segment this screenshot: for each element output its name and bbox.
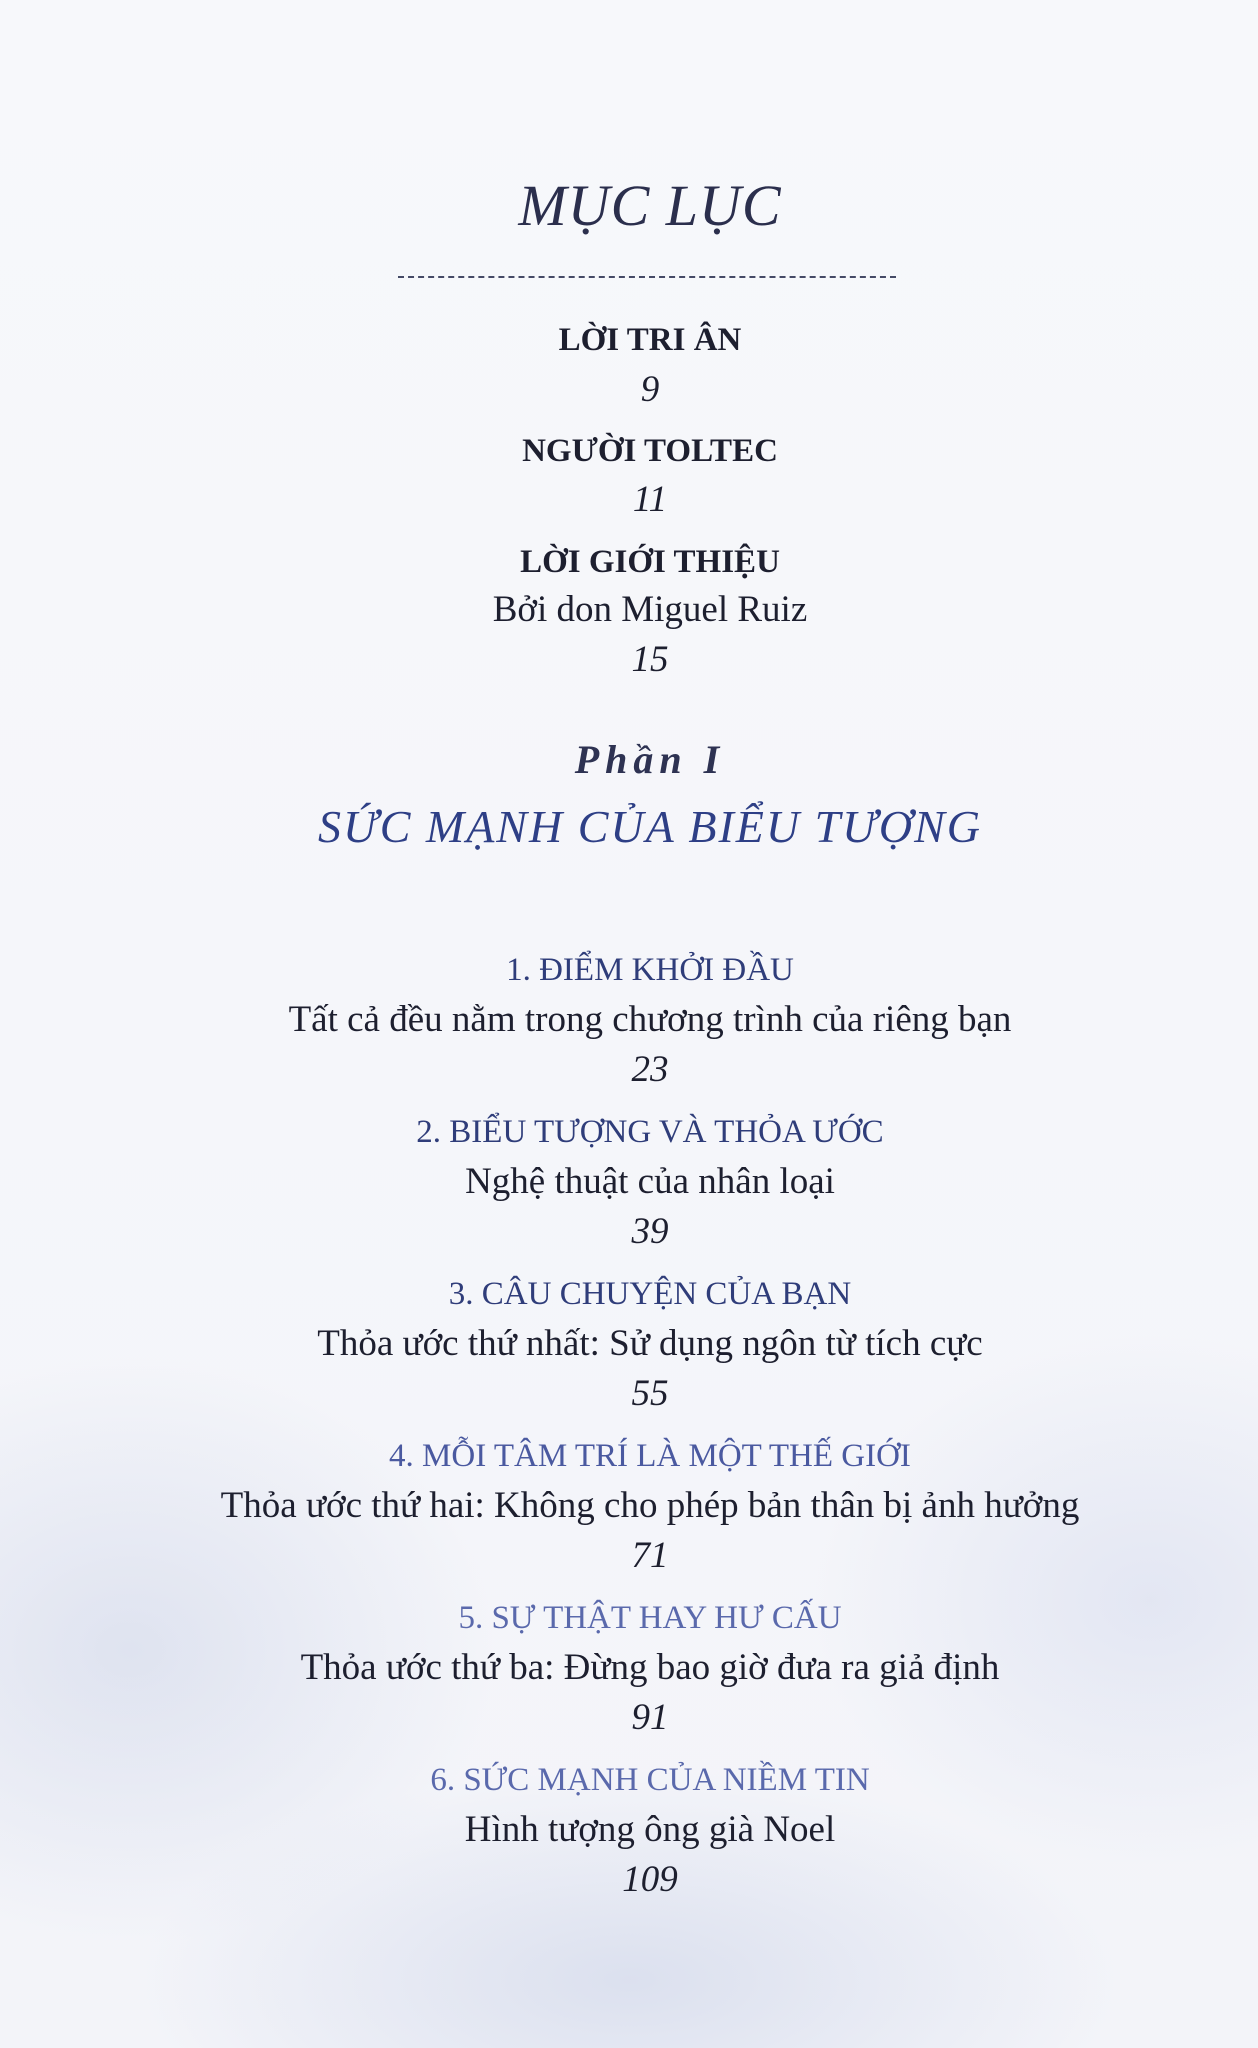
- toc-chapter-6-heading: 6. SỨC MẠNH CỦA NIỀM TIN: [430, 1762, 870, 1798]
- toc-chapter-3-subtitle: Thỏa ước thứ nhất: Sử dụng ngôn từ tích cực: [317, 1323, 983, 1364]
- toc-chapter-6-page: 109: [622, 1859, 678, 1900]
- toc-chapter-2-heading: 2. BIỂU TƯỢNG VÀ THỎA ƯỚC: [416, 1114, 884, 1150]
- toc-heading-acknowledgements: LỜI TRI ÂN: [558, 322, 742, 358]
- toc-chapter-6-subtitle: Hình tượng ông già Noel: [464, 1809, 836, 1850]
- toc-heading-toltec: NGƯỜI TOLTEC: [522, 433, 778, 469]
- part-label: Phần I: [574, 737, 726, 782]
- page-title: MỤC LỤC: [518, 173, 782, 238]
- toc-chapter-5-page: 91: [631, 1697, 669, 1738]
- toc-page-introduction: 15: [631, 639, 669, 680]
- toc-subtitle-introduction: Bởi don Miguel Ruiz: [492, 589, 808, 630]
- toc-chapter-3-heading: 3. CÂU CHUYỆN CỦA BẠN: [448, 1276, 852, 1312]
- toc-chapter-4-subtitle: Thỏa ước thứ hai: Không cho phép bản thân bị ảnh hưởng: [220, 1485, 1080, 1526]
- toc-chapter-2-page: 39: [631, 1211, 669, 1252]
- title-divider: [398, 276, 896, 278]
- toc-chapter-1-page: 23: [631, 1049, 669, 1090]
- toc-page-acknowledgements: 9: [640, 369, 660, 410]
- toc-chapter-1-subtitle: Tất cả đều nằm trong chương trình của riêng bạn: [288, 999, 1012, 1040]
- toc-chapter-2-subtitle: Nghệ thuật của nhân loại: [465, 1161, 835, 1202]
- toc-chapter-5-subtitle: Thỏa ước thứ ba: Đừng bao giờ đưa ra giả định: [300, 1647, 1000, 1688]
- toc-chapter-3-page: 55: [631, 1373, 669, 1414]
- toc-chapter-1-heading: 1. ĐIỂM KHỞI ĐẦU: [506, 952, 794, 988]
- toc-heading-introduction: LỜI GIỚI THIỆU: [520, 544, 780, 580]
- toc-chapter-4-heading: 4. MỖI TÂM TRÍ LÀ MỘT THẾ GIỚI: [389, 1438, 911, 1474]
- toc-chapter-5-heading: 5. SỰ THẬT HAY HƯ CẤU: [458, 1600, 842, 1636]
- toc-page-toltec: 11: [632, 479, 668, 520]
- toc-chapter-4-page: 71: [631, 1535, 669, 1576]
- part-title: SỨC MẠNH CỦA BIỂU TƯỢNG: [318, 801, 982, 852]
